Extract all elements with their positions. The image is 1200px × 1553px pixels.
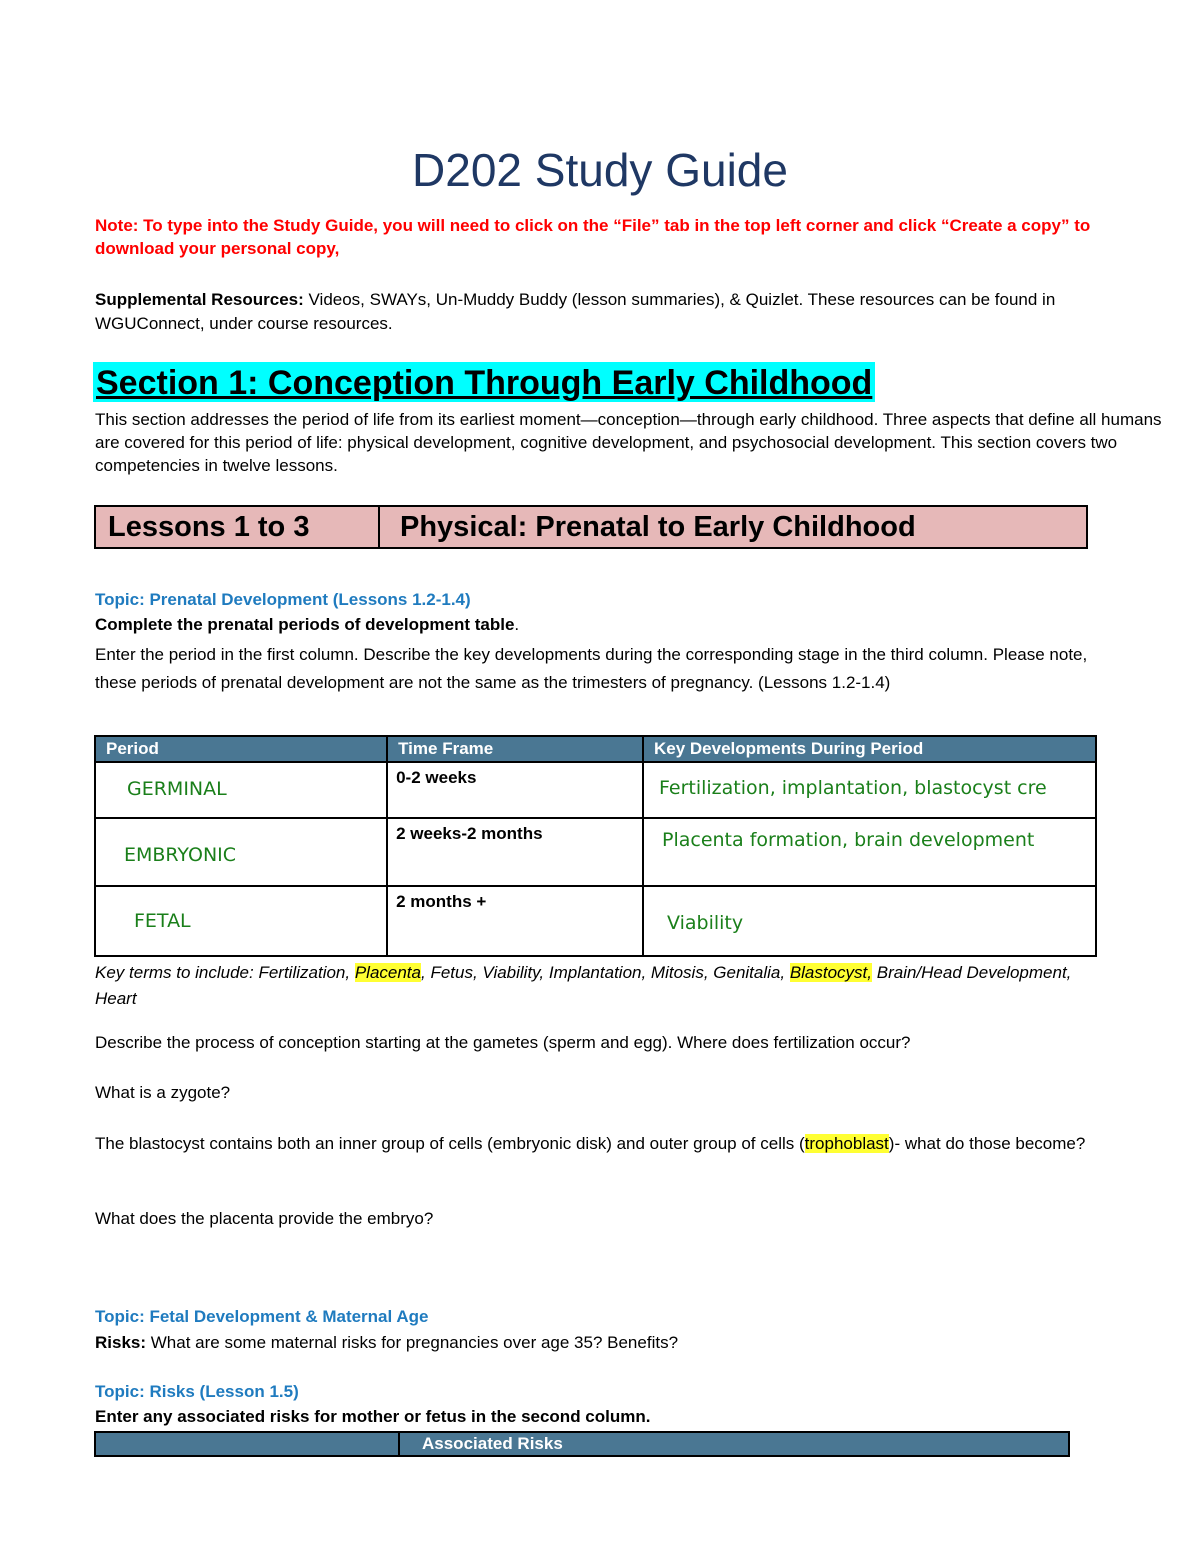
lesson-topic: Physical: Prenatal to Early Childhood <box>400 511 916 543</box>
time-frame: 2 months + <box>396 892 487 911</box>
document-title: D202 Study Guide <box>412 144 788 196</box>
prenatal-instruction-bold: Complete the prenatal periods of development table <box>95 615 515 634</box>
prenatal-instruction-heading <box>95 615 519 635</box>
question-blastocyst <box>95 1131 1155 1156</box>
risks-question-text: What are some maternal risks for pregnancies over age 35? Benefits? <box>146 1333 679 1352</box>
period-cell[interactable] <box>95 886 387 956</box>
header-time-frame: Time Frame <box>387 736 643 762</box>
key-developments-cell[interactable] <box>643 886 1096 956</box>
key-developments: Fertilization, implantation, blastocyst cre <box>659 777 1047 799</box>
question-blastocyst-end: )- what do those become? <box>888 1134 1086 1153</box>
key-developments-cell[interactable] <box>643 818 1096 886</box>
section-1-description: This section addresses the period of life from its earliest moment—conception—through early childhood. Three aspects that define all humans are covered for this period of life: physical development, cognitive development, and psychosocial development. This section covers two competencies in twelve lessons. <box>95 410 1162 475</box>
table-header-row <box>95 1432 1069 1456</box>
question-zygote: What is a zygote? <box>95 1083 231 1102</box>
key-term-blastocyst: Blastocyst, <box>789 963 873 982</box>
period-name: FETAL <box>134 910 191 932</box>
table-row <box>95 818 1096 886</box>
risks-label: Risks: <box>95 1333 147 1352</box>
copy-note: Note: To type into the Study Guide, you will need to click on the “File” tab in the top left corner and click “Create a copy” to download your personal copy, <box>95 216 1091 258</box>
key-developments: Placenta formation, brain development <box>662 829 1035 851</box>
prenatal-periods-table <box>94 735 1097 957</box>
question-blastocyst-start: The blastocyst contains both an inner group of cells (embryonic disk) and outer group of cells ( <box>95 1134 805 1153</box>
prenatal-instruction-body: Enter the period in the first column. Describe the key developments during the corresponding stage in the third column. Please note, these periods of prenatal development are not the same as the trimesters of pregnancy. (Lessons 1.2-1.4) <box>95 645 1088 692</box>
period-name: GERMINAL <box>127 778 227 800</box>
time-frame-cell[interactable] <box>387 762 643 818</box>
key-terms-suffix: Brain/Head Development, Heart <box>95 963 1072 1008</box>
risks-instruction: Enter any associated risks for mother or fetus in the second column. <box>95 1407 651 1426</box>
risks-topic: Topic: Risks (Lesson 1.5) <box>95 1382 299 1401</box>
period-cell[interactable] <box>95 818 387 886</box>
header-key-developments: Key Developments During Period <box>643 736 1096 762</box>
question-conception: Describe the process of conception starting at the gametes (sperm and egg). Where does fertilization occur? <box>95 1033 911 1052</box>
fetal-risks-question <box>95 1333 678 1353</box>
supplemental-text: Videos, SWAYs, Un-Muddy Buddy (lesson summaries), & Quizlet. These resources can be found in WGUConnect, under course resources. <box>95 290 1056 333</box>
question-placenta: What does the placenta provide the embryo? <box>95 1209 434 1228</box>
time-frame-cell[interactable] <box>387 886 643 956</box>
lesson-bar <box>94 505 1088 549</box>
key-term-placenta: Placenta <box>354 963 421 982</box>
key-terms <box>95 960 1115 1012</box>
lesson-range: Lessons 1 to 3 <box>96 507 380 547</box>
table-row <box>95 886 1096 956</box>
fetal-topic: Topic: Fetal Development & Maternal Age <box>95 1307 429 1326</box>
time-frame: 2 weeks-2 months <box>396 824 543 843</box>
key-developments-cell[interactable] <box>643 762 1096 818</box>
supplemental-resources <box>95 288 1125 336</box>
associated-risks-table <box>94 1431 1070 1457</box>
header-associated-risks: Associated Risks <box>399 1432 1069 1456</box>
header-period: Period <box>95 736 387 762</box>
time-frame: 0-2 weeks <box>396 768 477 787</box>
prenatal-instruction-end: . <box>514 615 520 634</box>
period-name: EMBRYONIC <box>124 844 237 866</box>
key-terms-prefix: Key terms to include: Fertilization, <box>95 963 355 982</box>
prenatal-topic: Topic: Prenatal Development (Lessons 1.2-1.4) <box>95 590 471 609</box>
key-terms-middle: , Fetus, Viability, Implantation, Mitosis, Genitalia, <box>421 963 790 982</box>
term-trophoblast: trophoblast <box>804 1134 889 1153</box>
table-row <box>95 762 1096 818</box>
table-header-row <box>95 736 1096 762</box>
supplemental-label: Supplemental Resources: <box>95 290 304 309</box>
key-developments: Viability <box>667 912 744 934</box>
header-blank <box>95 1432 399 1456</box>
period-cell[interactable] <box>95 762 387 818</box>
time-frame-cell[interactable] <box>387 818 643 886</box>
section-1-heading: Section 1: Conception Through Early Childhood <box>93 362 875 402</box>
